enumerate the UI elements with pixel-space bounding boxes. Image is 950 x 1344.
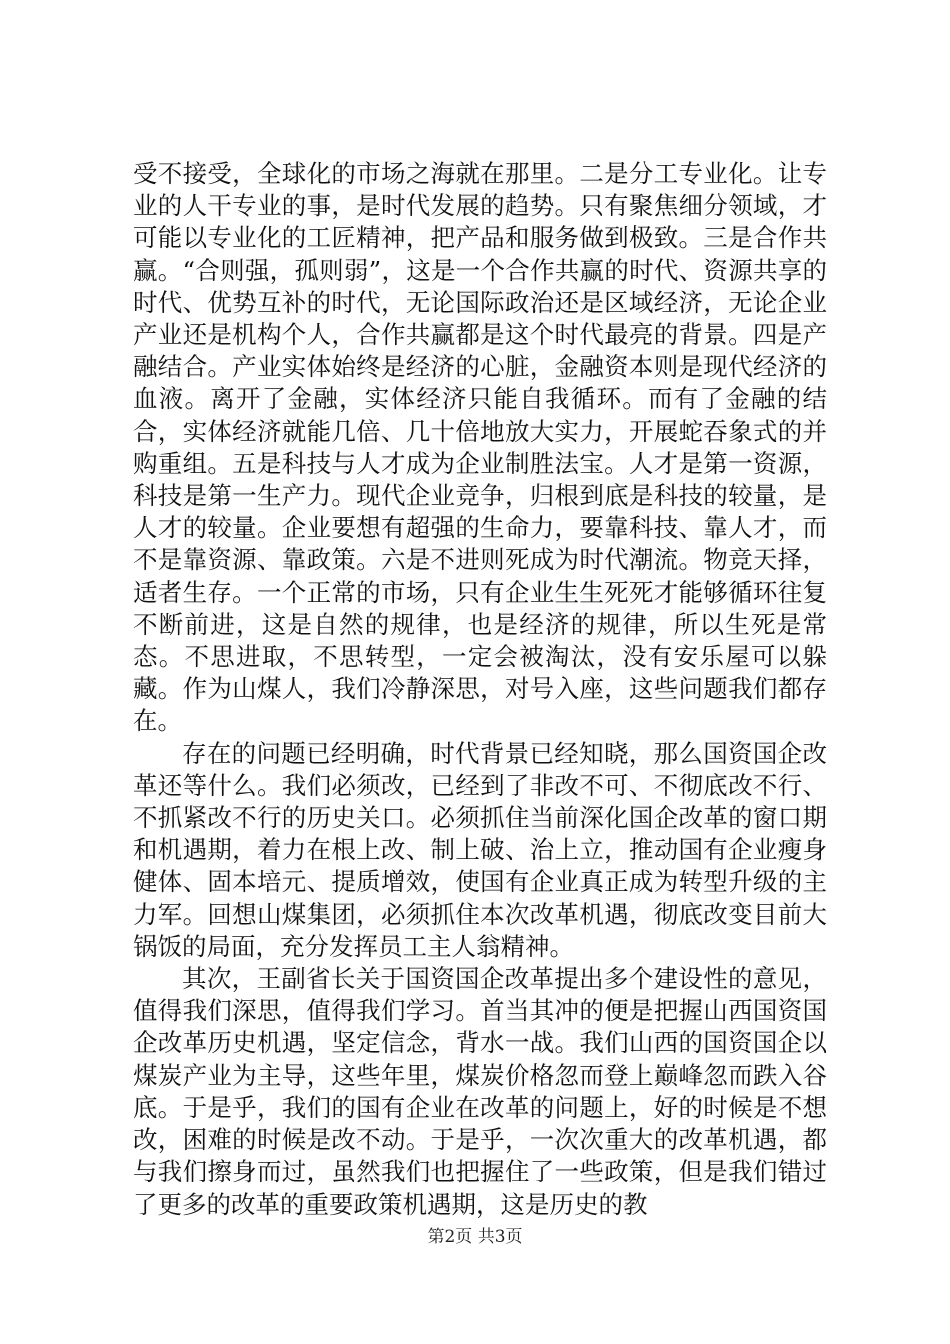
page-number-footer: 第2页 共3页 bbox=[427, 1227, 523, 1247]
paragraph: 受不接受，全球化的市场之海就在那里。二是分工专业化。让专业的人干专业的事，是时代发展的趋势。只有聚焦细分领域，才可能以专业化的工匠精神，把产品和服务做到极致。三是合作共赢。“合则强，孤则弱”，这是一个合作共赢的时代、资源共享的时代、优势互补的时代，无论国际政治还是区域经济，无论企业产业还是机构个人，合作共赢都是这个时代最亮的背景。四是产融结合。产业实体始终是经济的心脏，金融资本则是现代经济的血液。离开了金融，实体经济只能自我循环。而有了金融的结合，实体经济就能几倍、几十倍地放大实力，开展蛇吞象式的并购重组。五是科技与人才成为企业制胜法宝。人才是第一资源，科技是第一生产力。现代企业竞争，归根到底是科技的较量，是人才的较量。企业要想有超强的生命力，要靠科技、靠人才，而不是靠资源、靠政策。六是不进则死成为时代潮流。物竞天择，适者生存。一个正常的市场，只有企业生生死死才能够循环往复不断前进，这是自然的规律，也是经济的规律，所以生死是常态。不思进取，不思转型，一定会被淘汰，没有安乐屋可以躲藏。作为山煤人，我们冷静深思，对号入座，这些问题我们都存在。 bbox=[133, 159, 827, 736]
paragraph: 存在的问题已经明确，时代背景已经知晓，那么国资国企改革还等什么。我们必须改，已经到了非改不可、不彻底改不行、不抓紧改不行的历史关口。必须抓住当前深化国企改革的窗口期和机遇期，着力在根上改、制上破、治上立，推动国有企业瘦身健体、固本培元、提质增效，使国有企业真正成为转型升级的主力军。回想山煤集团，必须抓住本次改革机遇，彻底改变目前大锅饭的局面，充分发挥员工主人翁精神。 bbox=[133, 738, 827, 961]
paragraph: 其次，王副省长关于国资国企改革提出多个建设性的意见，值得我们深思，值得我们学习。首当其冲的便是把握山西国资国企改革历史机遇，坚定信念，背水一战。我们山西的国资国企以煤炭产业为主导，这些年里，煤炭价格忽而登上巅峰忽而跌入谷底。于是乎，我们的国有企业在改革的问题上，好的时候是不想改，困难的时候是改不动。于是乎，一次次重大的改革机遇，都与我们擦身而过，虽然我们也把握住了一些政策，但是我们错过了更多的改革的重要政策机遇期，这是历史的教 bbox=[133, 964, 827, 1219]
body-text bbox=[133, 158, 827, 1221]
